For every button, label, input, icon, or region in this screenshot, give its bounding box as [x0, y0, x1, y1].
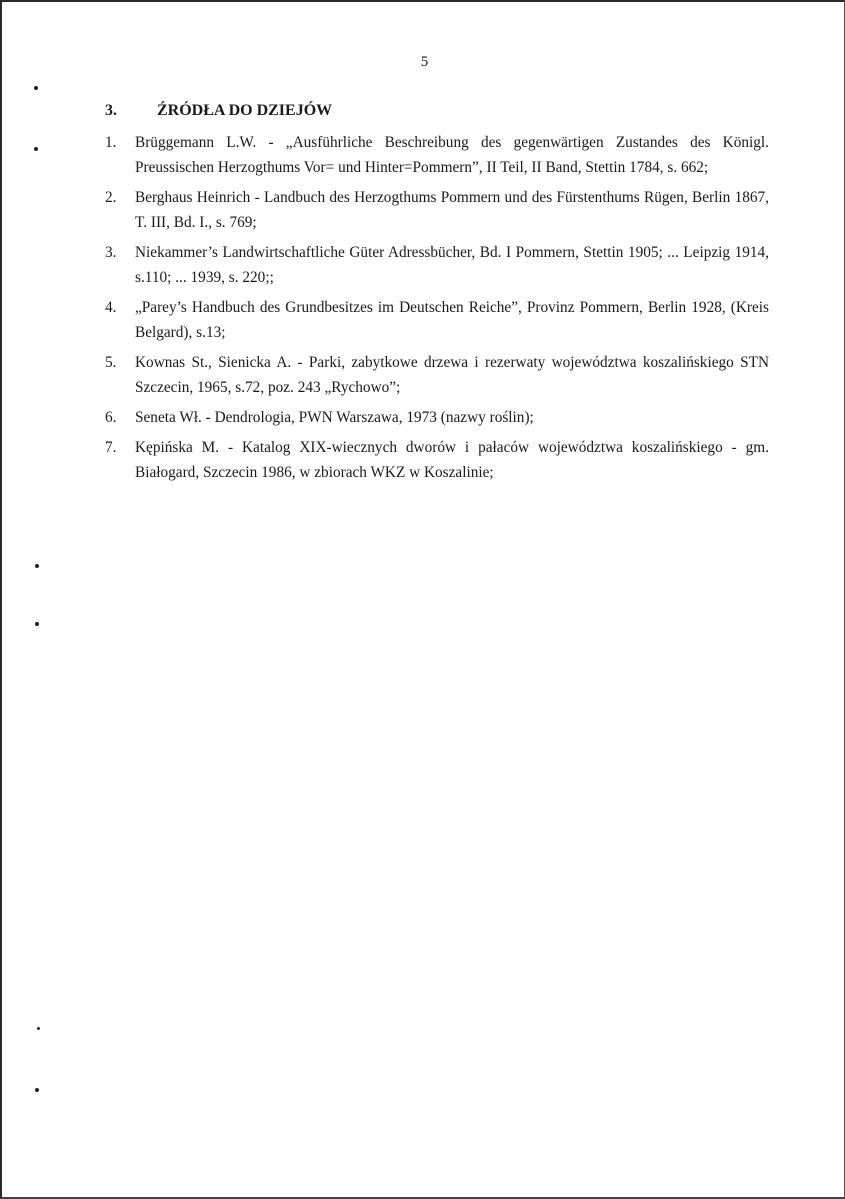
- scan-speck: [35, 622, 39, 626]
- source-text: Brüggemann L.W. - „Ausführliche Beschreibung des gegenwärtigen Zustandes des Königl. Preussischen Herzogthums Vor= und Hinter=Pommern”, II Teil, II Band, Stettin 1784, s. 662;: [135, 134, 769, 176]
- source-number: 3.: [105, 244, 117, 261]
- scan-speck: [34, 86, 38, 90]
- source-item: [105, 130, 769, 180]
- sources-list: [105, 130, 769, 490]
- source-text: Seneta Wł. - Dendrologia, PWN Warszawa, 1973 (nazwy roślin);: [135, 409, 534, 426]
- source-text: Kępińska M. - Katalog XIX-wiecznych dworów i pałaców województwa koszalińskiego - gm. Białogard, Szczecin 1986, w zbiorach WKZ w Koszalinie;: [135, 439, 769, 481]
- section-title: ŹRÓDŁA DO DZIEJÓW: [157, 102, 333, 119]
- source-text: Berghaus Heinrich - Landbuch des Herzogthums Pommern und des Fürstenthums Rügen, Berlin 1867, T. III, Bd. I., s. 769;: [135, 189, 769, 231]
- source-number: 2.: [105, 189, 117, 206]
- source-item: [105, 350, 769, 400]
- source-number: 7.: [105, 439, 117, 456]
- source-item: [105, 295, 769, 345]
- scan-speck: [35, 564, 39, 568]
- source-item: [105, 435, 769, 485]
- scan-speck: [37, 1027, 40, 1030]
- scan-speck: [35, 1088, 39, 1092]
- source-number: 1.: [105, 134, 117, 151]
- source-number: 6.: [105, 409, 117, 426]
- source-item: [105, 405, 769, 430]
- source-number: 5.: [105, 354, 117, 371]
- source-number: 4.: [105, 299, 117, 316]
- source-item: [105, 240, 769, 290]
- source-text: Niekammer’s Landwirtschaftliche Güter Adressbücher, Bd. I Pommern, Stettin 1905; ... Leipzig 1914, s.110; ... 1939, s. 220;;: [135, 244, 769, 286]
- section-heading: [105, 102, 332, 120]
- page-number: 5: [420, 54, 429, 70]
- scan-speck: [34, 147, 38, 151]
- section-number: 3.: [105, 102, 117, 119]
- source-text: „Parey’s Handbuch des Grundbesitzes im Deutschen Reiche”, Provinz Pommern, Berlin 1928, (Kreis Belgard), s.13;: [135, 299, 769, 341]
- source-item: [105, 185, 769, 235]
- source-text: Kownas St., Sienicka A. - Parki, zabytkowe drzewa i rezerwaty województwa koszalińskiego STN Szczecin, 1965, s.72, poz. 243 „Rychowo”;: [135, 354, 769, 396]
